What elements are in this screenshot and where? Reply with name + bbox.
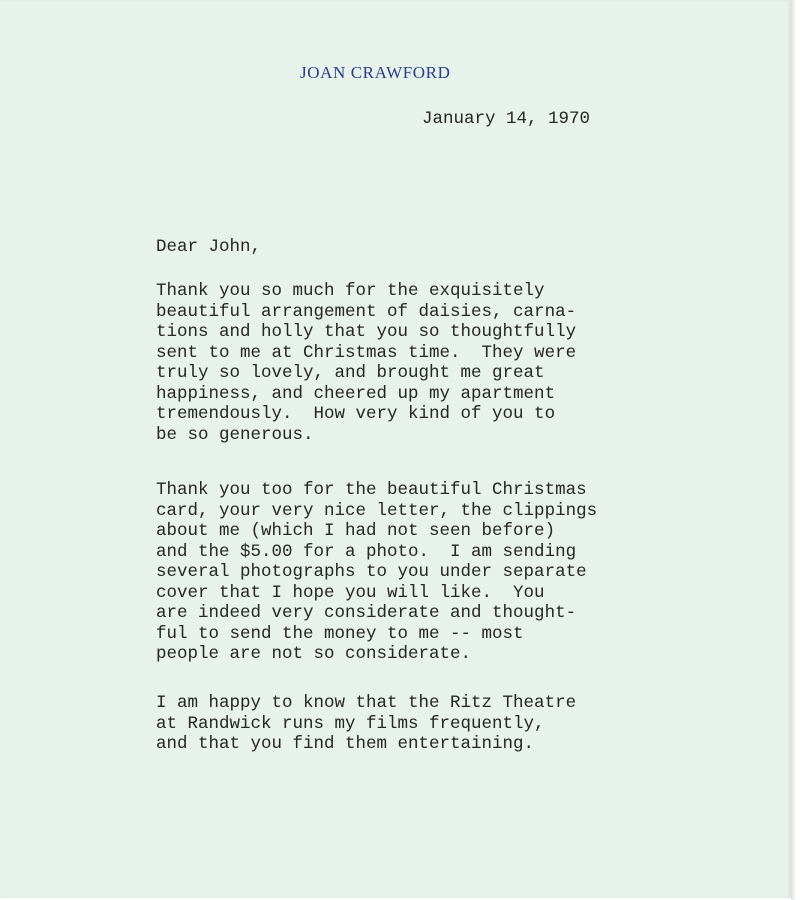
text-line: sent to me at Christmas time. They were: [156, 342, 577, 363]
paragraph-3: [156, 693, 576, 755]
text-line: Thank you too for the beautiful Christmas: [156, 480, 587, 500]
salutation: Dear John,: [156, 237, 262, 257]
letter-date: January 14, 1970: [422, 109, 591, 129]
text-line: ful to send the money to me -- most: [156, 623, 524, 644]
text-line: Thank you so much for the exquisitely: [156, 281, 545, 301]
text-line: beautiful arrangement of daisies, carna-: [156, 301, 577, 322]
text-line: and that you find them entertaining.: [156, 734, 535, 754]
letterhead-name: JOAN CRAWFORD: [300, 63, 451, 82]
page-edge: [791, 0, 800, 900]
text-line: card, your very nice letter, the clippings: [156, 500, 598, 521]
text-line: I am happy to know that the Ritz Theatre: [156, 693, 577, 713]
text-line: and the $5.00 for a photo. I am sending: [156, 541, 577, 562]
text-line: about me (which I had not seen before): [156, 521, 556, 541]
text-line: cover that I hope you will like. You: [156, 582, 545, 603]
text-line: tremendously. How very kind of you to: [156, 404, 556, 424]
paragraph-1: [156, 281, 576, 445]
text-line: at Randwick runs my films frequently,: [156, 713, 545, 734]
text-line: truly so lovely, and brought me great: [156, 363, 545, 383]
text-line: be so generous.: [156, 424, 314, 445]
text-line: several photographs to you under separate: [156, 562, 587, 582]
text-line: happiness, and cheered up my apartment: [156, 383, 556, 404]
text-line: people are not so considerate.: [156, 644, 472, 664]
paragraph-2: [156, 480, 597, 665]
text-line: tions and holly that you so thoughtfully: [156, 322, 577, 342]
text-line: are indeed very considerate and thought-: [156, 603, 577, 623]
